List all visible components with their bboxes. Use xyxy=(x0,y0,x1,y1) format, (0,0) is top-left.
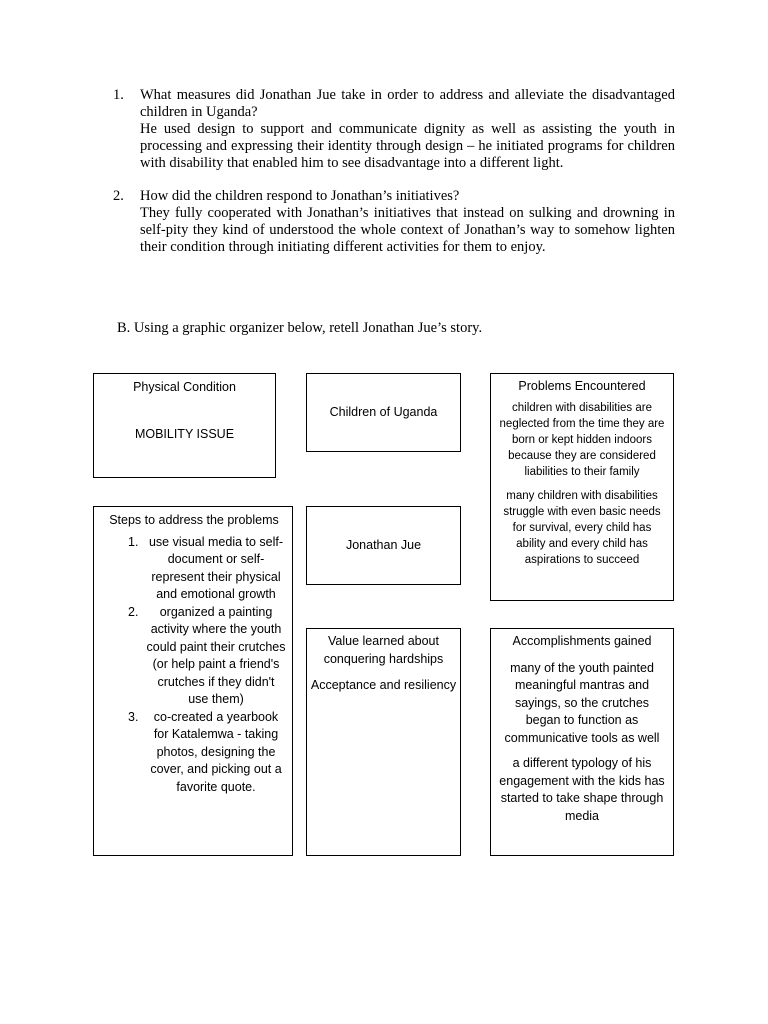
answer-text: They fully cooperated with Jonathan’s initiatives that instead on sulking and drowning in self-pity they kind of understood the whole context of Jonathan’s way to somehow lighten their condition through initiating different activities for them to enjoy. xyxy=(140,205,675,255)
answer-text: He used design to support and communicate dignity as well as assisting the youth in processing and expressing their identity through design – he initiated programs for children with disability that enabled him to see disadvantage into a different light. xyxy=(140,121,675,171)
children-of-uganda-label: Children of Uganda xyxy=(329,405,438,419)
accomplishments-box xyxy=(490,628,674,856)
step-text: co-created a yearbook for Katalemwa - taking photos, designing the cover, and picking out a favorite quote. xyxy=(150,709,282,794)
step-item xyxy=(102,604,286,709)
accomplishment-item: many of the youth painted meaningful mantras and sayings, so the crutches began to function as communicative tools as well xyxy=(504,660,660,745)
problem-item: many children with disabilities struggle with even basic needs for survival, every child has ability and every child has aspirations to succeed xyxy=(503,489,661,566)
problems-encountered-box xyxy=(490,373,674,601)
question-1 xyxy=(113,87,675,172)
question-2 xyxy=(113,188,675,256)
question-text: What measures did Jonathan Jue take in order to address and alleviate the disadvantaged children in Uganda? xyxy=(140,87,675,120)
physical-condition-title: Physical Condition xyxy=(133,380,236,394)
question-text: How did the children respond to Jonathan’s initiatives? xyxy=(140,188,460,204)
step-text: organized a painting activity where the youth could paint their crutches (or help paint a friend's crutches if they didn't use them) xyxy=(146,604,286,706)
steps-title: Steps to address the problems xyxy=(109,513,279,527)
steps-list xyxy=(102,534,286,797)
problems-encountered-title: Problems Encountered xyxy=(518,379,646,393)
physical-condition-box xyxy=(93,373,276,478)
accomplishment-item: a different typology of his engagement with the kids has started to take shape through media xyxy=(499,756,665,823)
step-number: 3. xyxy=(128,709,139,724)
value-learned-box xyxy=(306,628,461,856)
physical-condition-value: MOBILITY ISSUE xyxy=(134,426,235,441)
children-of-uganda-box xyxy=(306,373,461,452)
question-number: 2. xyxy=(113,188,124,204)
question-number: 1. xyxy=(113,87,124,103)
accomplishments-title: Accomplishments gained xyxy=(512,634,652,648)
value-learned-title: Value learned about conquering hardships xyxy=(323,634,444,666)
problem-item: children with disabilities are neglected from the time they are born or kept hidden indoors because they are considered liabilities to their family xyxy=(499,401,665,478)
jonathan-jue-label: Jonathan Jue xyxy=(345,538,422,552)
section-b-instruction: B. Using a graphic organizer below, retell Jonathan Jue’s story. xyxy=(117,320,483,336)
step-item xyxy=(102,709,286,797)
step-item xyxy=(102,534,286,604)
step-number: 1. xyxy=(128,534,139,549)
step-text: use visual media to self-document or self-represent their physical and emotional growth xyxy=(148,534,284,601)
jonathan-jue-box xyxy=(306,506,461,585)
step-number: 2. xyxy=(128,604,139,619)
steps-box xyxy=(93,506,293,856)
value-learned-value: Acceptance and resiliency xyxy=(310,678,457,692)
